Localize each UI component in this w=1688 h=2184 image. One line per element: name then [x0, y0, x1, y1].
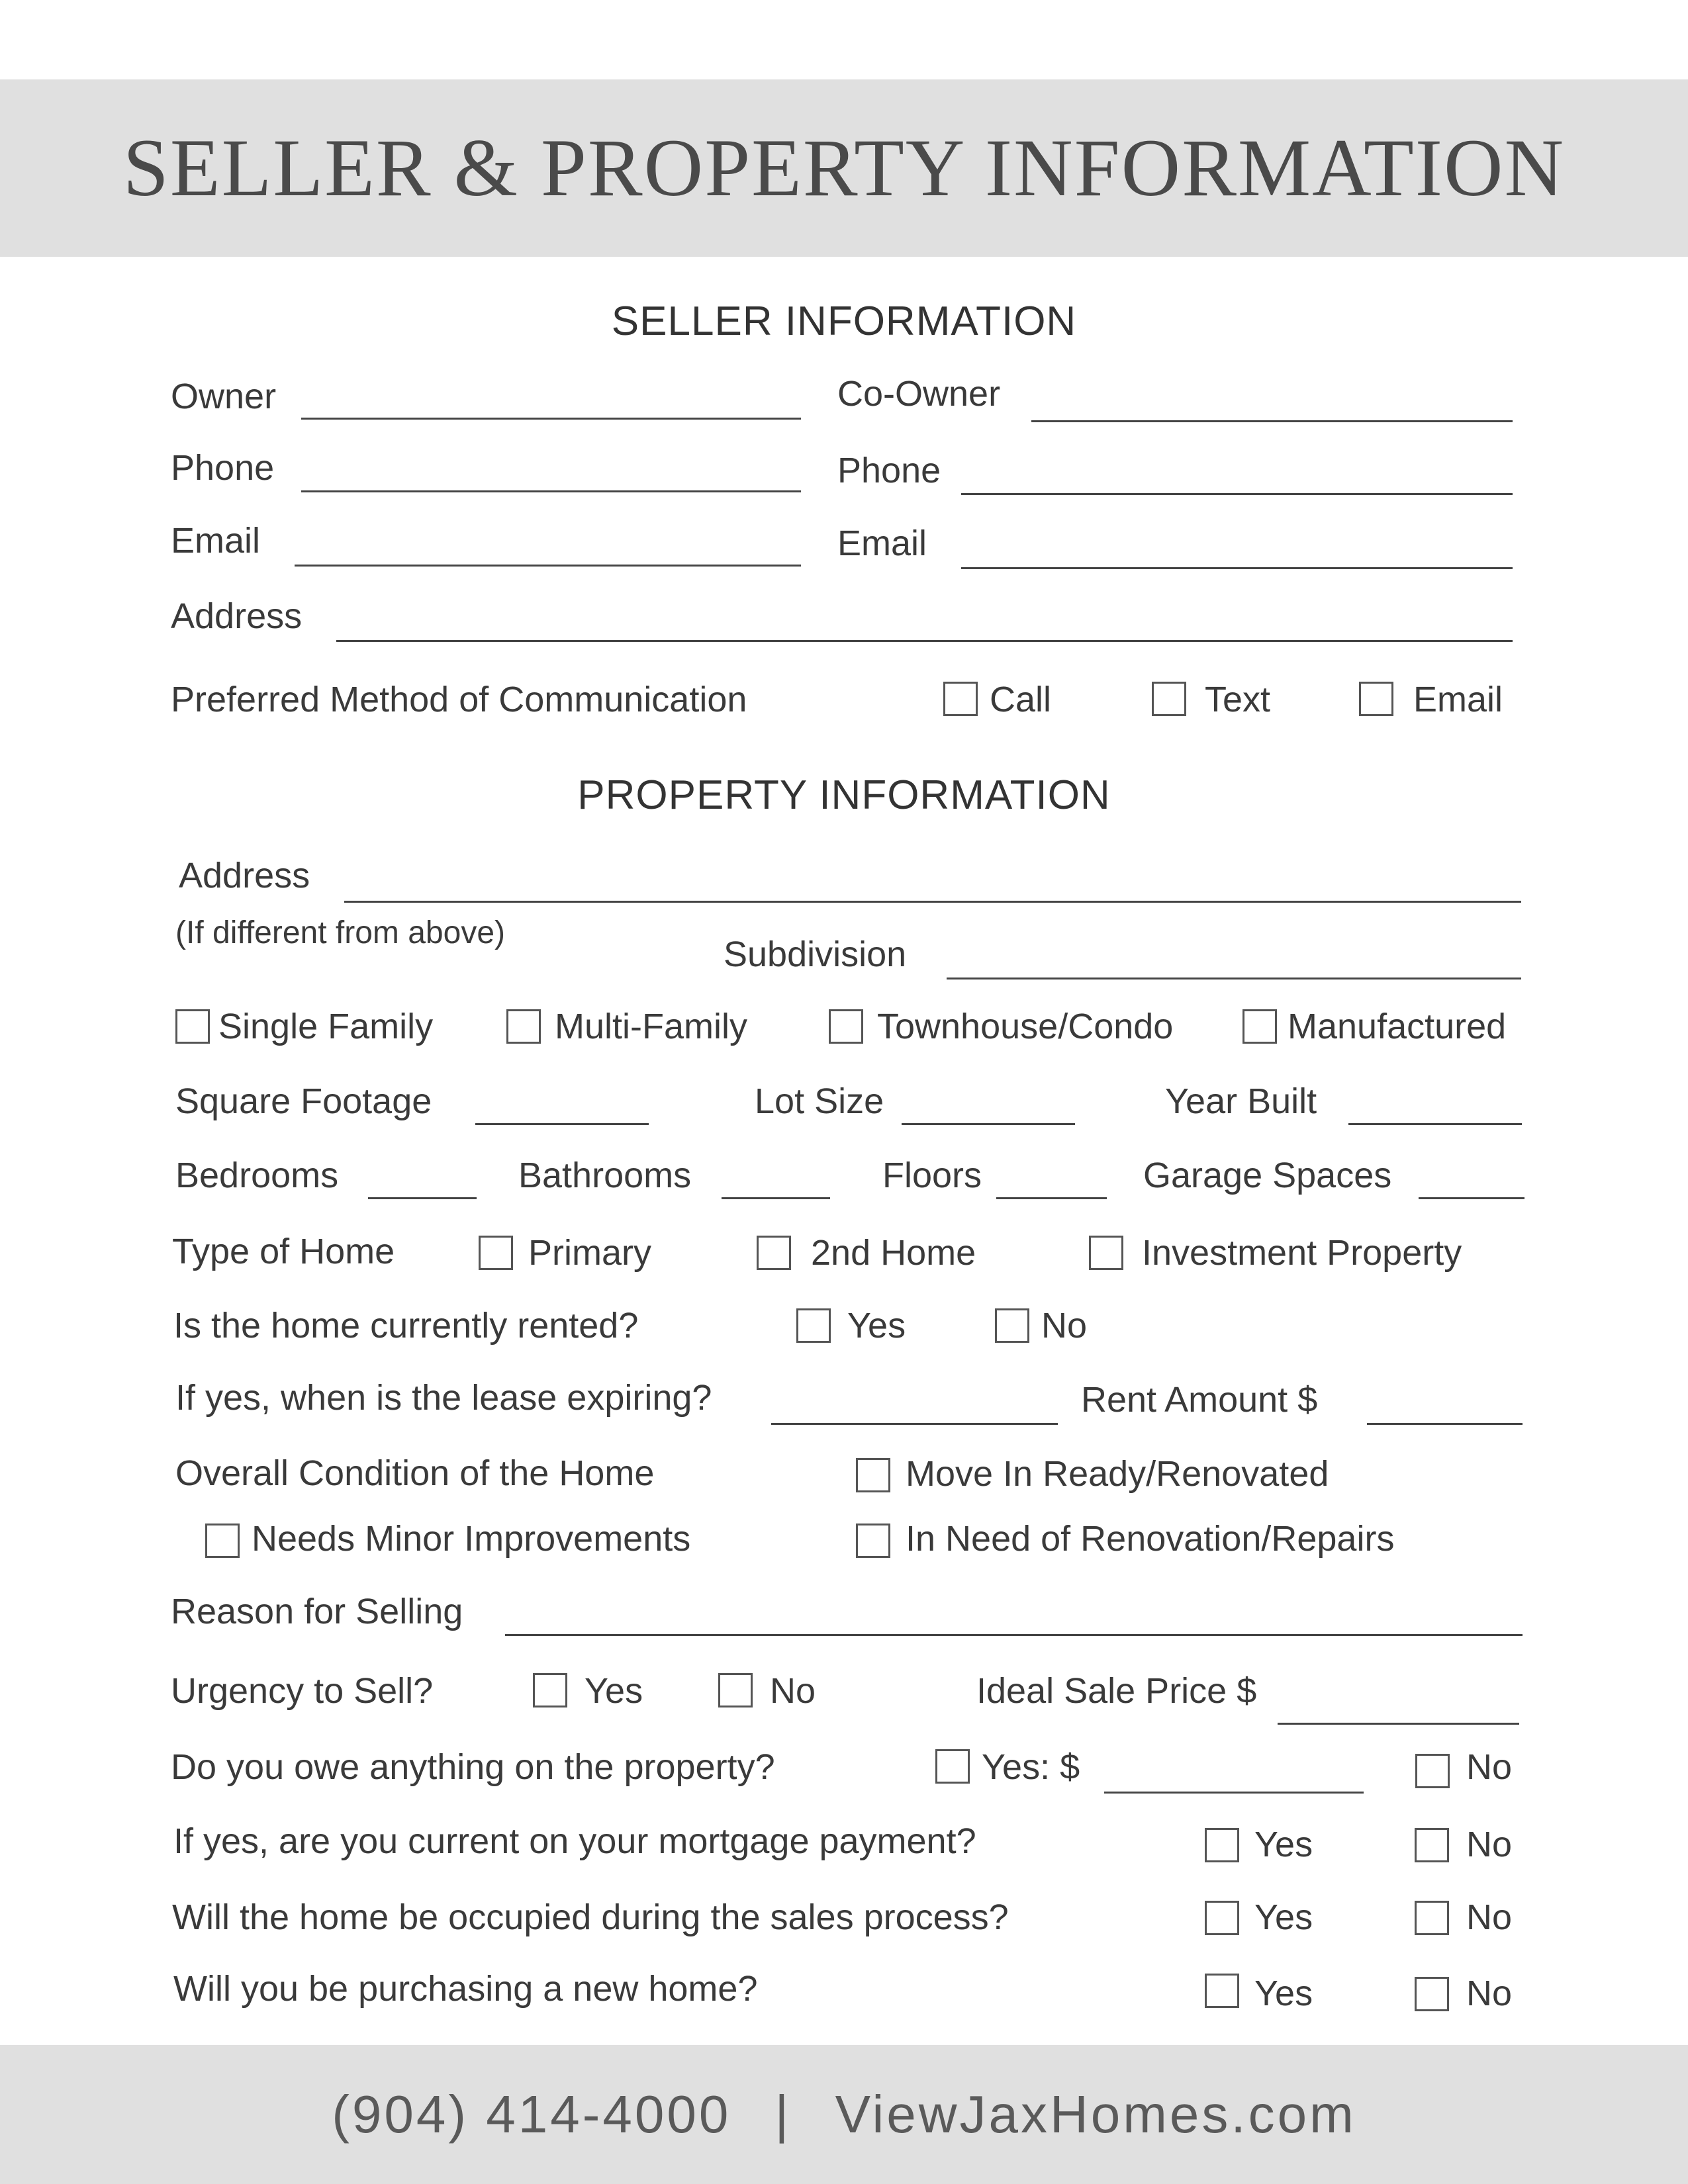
purchasing-no-label: No — [1466, 1974, 1513, 2013]
manufactured-checkbox[interactable] — [1243, 1009, 1277, 1044]
footer-band — [0, 2045, 1688, 2184]
reason-for-selling-label: Reason for Selling — [171, 1592, 463, 1631]
header-band — [0, 79, 1688, 257]
minor-improvements-label: Needs Minor Improvements — [252, 1519, 691, 1559]
footer-contact — [0, 2045, 1688, 2184]
owner-label: Owner — [171, 377, 277, 416]
phone-field[interactable] — [301, 490, 801, 492]
subdivision-field[interactable] — [947, 978, 1521, 979]
rent-amount-label: Rent Amount $ — [1081, 1380, 1318, 1420]
phone-label: Phone — [171, 448, 275, 488]
email-checkbox[interactable] — [1359, 682, 1393, 716]
rented-question: Is the home currently rented? — [173, 1306, 639, 1345]
seller-address-label: Address — [171, 596, 303, 636]
property-section-heading: PROPERTY INFORMATION — [577, 772, 1111, 818]
mortgage-question: If yes, are you current on your mortgage payment? — [173, 1821, 976, 1861]
renovation-repairs-checkbox[interactable] — [856, 1524, 890, 1558]
rent-amount-field[interactable] — [1367, 1423, 1523, 1425]
multi-family-checkbox[interactable] — [506, 1009, 541, 1044]
rented-yes-label: Yes — [847, 1306, 906, 1345]
urgency-label: Urgency to Sell? — [171, 1671, 434, 1711]
mortgage-yes-label: Yes — [1254, 1825, 1313, 1864]
purchasing-no-checkbox[interactable] — [1415, 1977, 1449, 2011]
co-owner-phone-field[interactable] — [961, 493, 1513, 495]
mortgage-yes-checkbox[interactable] — [1205, 1828, 1239, 1862]
second-home-checkbox[interactable] — [757, 1236, 791, 1270]
bathrooms-label: Bathrooms — [518, 1156, 692, 1195]
primary-checkbox[interactable] — [479, 1236, 513, 1270]
email-option-label: Email — [1413, 680, 1503, 719]
move-in-ready-label: Move In Ready/Renovated — [906, 1454, 1329, 1494]
renovation-repairs-label: In Need of Renovation/Repairs — [906, 1519, 1395, 1559]
text-label: Text — [1205, 680, 1271, 719]
owe-amount-field[interactable] — [1104, 1792, 1364, 1794]
ideal-sale-price-field[interactable] — [1278, 1723, 1519, 1725]
call-label: Call — [990, 680, 1052, 719]
occupied-no-label: No — [1466, 1897, 1513, 1937]
investment-property-checkbox[interactable] — [1089, 1236, 1123, 1270]
co-owner-phone-label: Phone — [837, 451, 941, 490]
primary-label: Primary — [528, 1233, 651, 1273]
owe-no-checkbox[interactable] — [1415, 1754, 1450, 1788]
urgency-yes-checkbox[interactable] — [533, 1673, 567, 1707]
address-note: (If different from above) — [175, 915, 505, 950]
bedrooms-label: Bedrooms — [175, 1156, 339, 1195]
footer-phone[interactable]: (904) 414-4000 — [332, 2085, 731, 2144]
lease-expiry-field[interactable] — [771, 1423, 1058, 1425]
mortgage-no-label: No — [1466, 1825, 1513, 1864]
urgency-yes-label: Yes — [585, 1671, 643, 1711]
occupied-yes-label: Yes — [1254, 1897, 1313, 1937]
townhouse-condo-checkbox[interactable] — [829, 1009, 863, 1044]
garage-spaces-field[interactable] — [1419, 1197, 1524, 1199]
lease-question: If yes, when is the lease expiring? — [175, 1378, 712, 1418]
manufactured-label: Manufactured — [1288, 1007, 1507, 1046]
subdivision-label: Subdivision — [724, 934, 907, 974]
year-built-field[interactable] — [1348, 1123, 1522, 1125]
communication-label: Preferred Method of Communication — [171, 680, 747, 719]
purchasing-yes-checkbox[interactable] — [1205, 1974, 1239, 2008]
property-address-field[interactable] — [344, 901, 1521, 903]
urgency-no-checkbox[interactable] — [718, 1673, 753, 1707]
text-checkbox[interactable] — [1152, 682, 1186, 716]
co-owner-label: Co-Owner — [837, 374, 1001, 414]
move-in-ready-checkbox[interactable] — [856, 1458, 890, 1492]
rented-yes-checkbox[interactable] — [796, 1308, 831, 1343]
email-label: Email — [171, 521, 261, 561]
occupied-no-checkbox[interactable] — [1415, 1901, 1449, 1935]
bathrooms-field[interactable] — [722, 1197, 830, 1199]
co-owner-email-field[interactable] — [961, 567, 1513, 569]
second-home-label: 2nd Home — [811, 1233, 976, 1273]
occupied-question: Will the home be occupied during the sales process? — [172, 1897, 1009, 1937]
floors-field[interactable] — [996, 1197, 1107, 1199]
lot-size-field[interactable] — [902, 1123, 1075, 1125]
square-footage-field[interactable] — [475, 1123, 649, 1125]
owe-yes-checkbox[interactable] — [935, 1749, 970, 1784]
floors-label: Floors — [882, 1156, 982, 1195]
owe-yes-label: Yes: $ — [982, 1747, 1080, 1787]
purchasing-yes-label: Yes — [1254, 1974, 1313, 2013]
owe-no-label: No — [1466, 1747, 1513, 1787]
page-title: SELLER & PROPERTY INFORMATION — [122, 122, 1566, 213]
reason-for-selling-field[interactable] — [505, 1634, 1523, 1636]
bedrooms-field[interactable] — [368, 1197, 477, 1199]
minor-improvements-checkbox[interactable] — [205, 1524, 240, 1558]
seller-address-field[interactable] — [336, 640, 1513, 642]
multi-family-label: Multi-Family — [555, 1007, 747, 1046]
property-address-label: Address — [179, 856, 310, 895]
single-family-checkbox[interactable] — [175, 1009, 210, 1044]
ideal-sale-price-label: Ideal Sale Price $ — [976, 1671, 1257, 1711]
co-owner-field[interactable] — [1031, 420, 1513, 422]
email-field[interactable] — [295, 565, 801, 567]
urgency-no-label: No — [770, 1671, 816, 1711]
square-footage-label: Square Footage — [175, 1081, 432, 1121]
call-checkbox[interactable] — [943, 682, 978, 716]
condition-label: Overall Condition of the Home — [175, 1453, 655, 1493]
occupied-yes-checkbox[interactable] — [1205, 1901, 1239, 1935]
owe-question: Do you owe anything on the property? — [171, 1747, 775, 1787]
single-family-label: Single Family — [218, 1007, 434, 1046]
rented-no-label: No — [1041, 1306, 1088, 1345]
investment-property-label: Investment Property — [1142, 1233, 1462, 1273]
garage-spaces-label: Garage Spaces — [1143, 1156, 1392, 1195]
seller-section-heading: SELLER INFORMATION — [611, 298, 1077, 344]
rented-no-checkbox[interactable] — [995, 1308, 1029, 1343]
lot-size-label: Lot Size — [755, 1081, 884, 1121]
type-of-home-label: Type of Home — [172, 1232, 395, 1271]
year-built-label: Year Built — [1165, 1081, 1317, 1121]
purchasing-question: Will you be purchasing a new home? — [173, 1969, 758, 2009]
owner-field[interactable] — [301, 418, 801, 420]
footer-website-link[interactable]: ViewJaxHomes.com — [835, 2085, 1356, 2144]
co-owner-email-label: Email — [837, 523, 927, 563]
mortgage-no-checkbox[interactable] — [1415, 1828, 1449, 1862]
townhouse-condo-label: Townhouse/Condo — [877, 1007, 1174, 1046]
footer-separator: | — [774, 2085, 792, 2144]
